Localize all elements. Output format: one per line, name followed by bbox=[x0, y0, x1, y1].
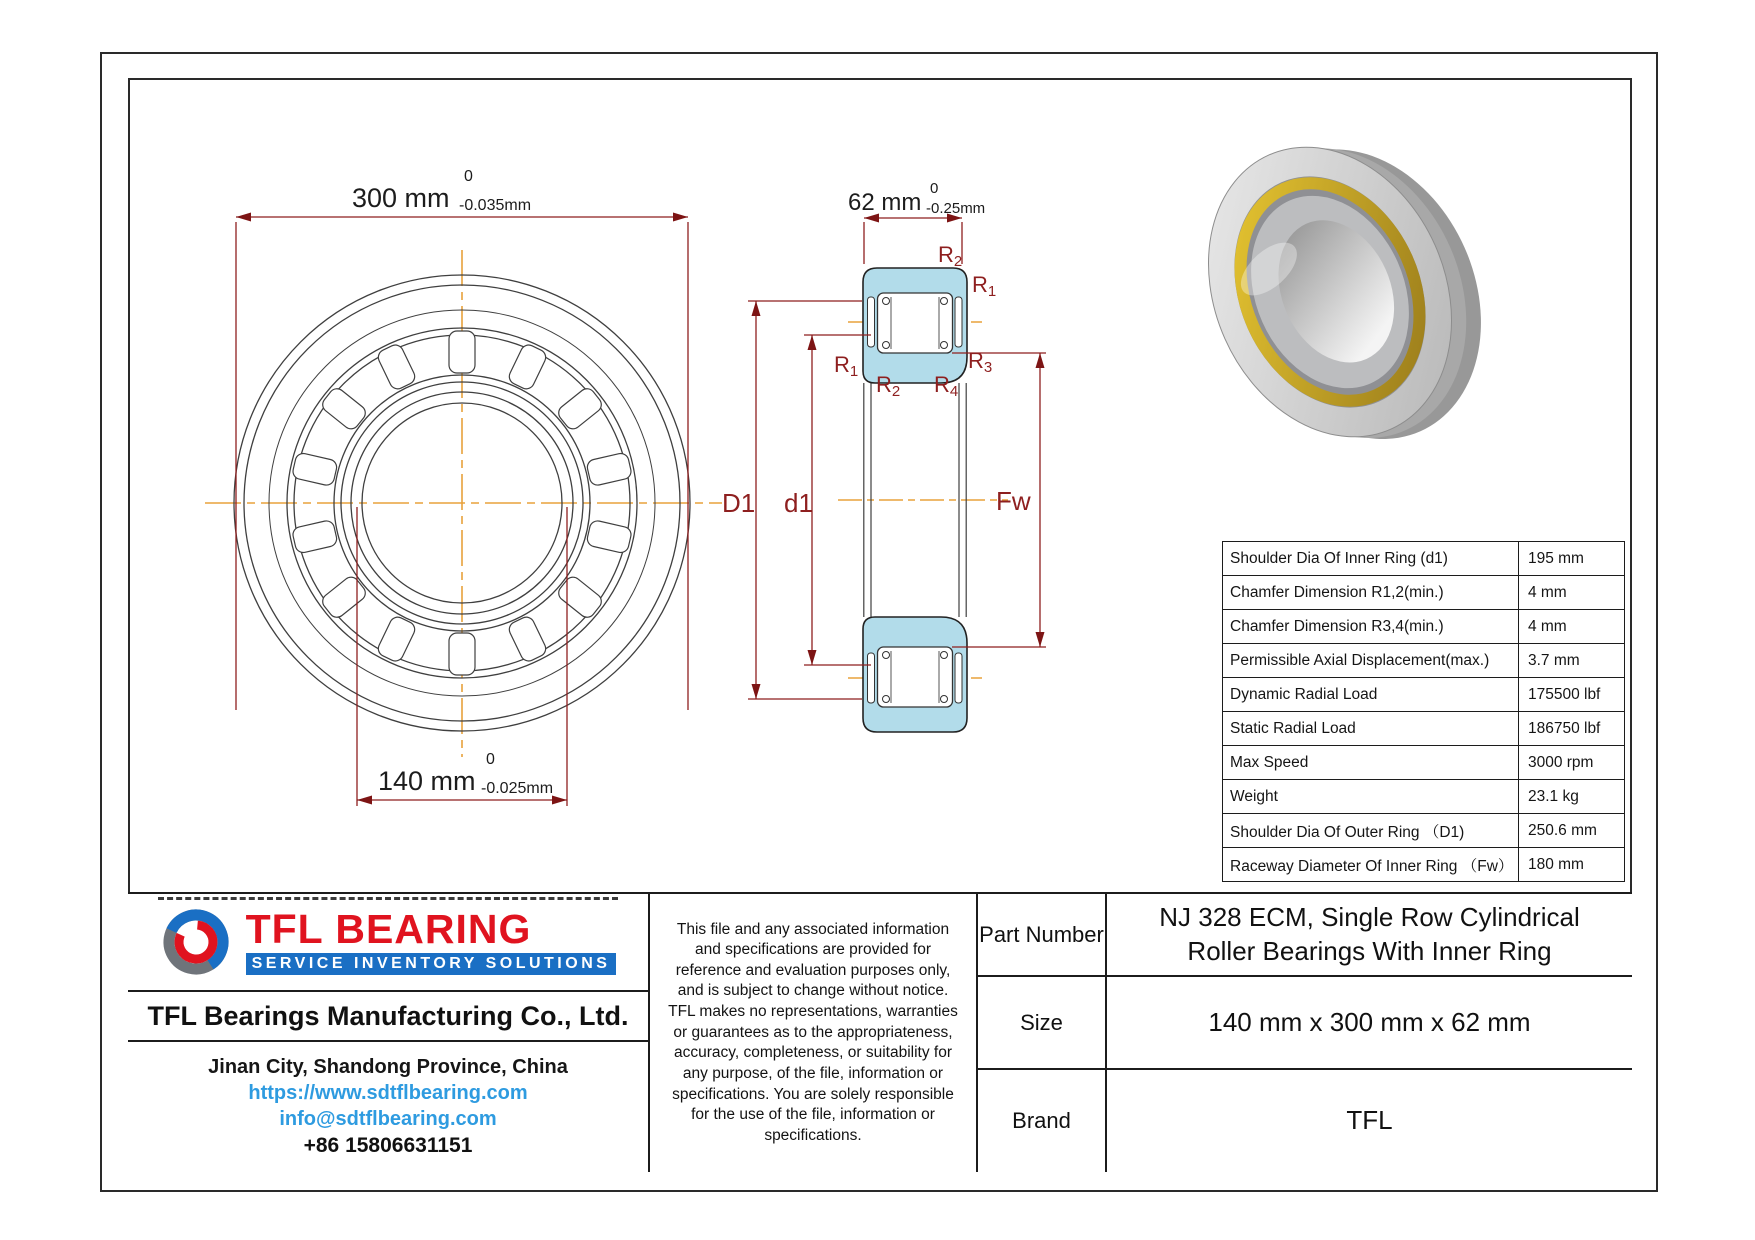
label-D1: D1 bbox=[722, 488, 756, 518]
chamfer-label-r1-left: R1 bbox=[834, 352, 859, 380]
field-value-part-number: NJ 328 ECM, Single Row Cylindrical Roller Bearings With Inner Ring bbox=[1107, 894, 1632, 977]
dim-outer-value: 300 mm bbox=[352, 183, 450, 213]
spec-label: Chamfer Dimension R3,4(min.) bbox=[1223, 610, 1519, 644]
spec-value: 186750 lbf bbox=[1518, 712, 1624, 746]
table-row bbox=[1223, 576, 1625, 610]
section-bottom-half bbox=[863, 617, 967, 732]
dimension-width bbox=[848, 180, 985, 264]
spec-value: 23.1 kg bbox=[1518, 780, 1624, 814]
front-view-centerlines bbox=[205, 250, 722, 757]
label-d1: d1 bbox=[784, 488, 813, 518]
dim-outer-tol-top: 0 bbox=[464, 168, 473, 185]
dim-bore-tol-bottom: -0.025mm bbox=[481, 780, 554, 797]
tfl-logo-icon bbox=[160, 906, 232, 978]
dim-outer-tol-bottom: -0.035mm bbox=[459, 197, 532, 214]
chamfer-label-r4: R4 bbox=[934, 372, 959, 400]
spec-label: Weight bbox=[1223, 780, 1519, 814]
table-row bbox=[1223, 712, 1625, 746]
spec-label: Raceway Diameter Of Inner Ring （Fw） bbox=[1223, 848, 1519, 882]
brand-tagline: SERVICE INVENTORY SOLUTIONS bbox=[246, 953, 617, 975]
section-top-half bbox=[863, 268, 967, 383]
chamfer-label-r2-top: R2 bbox=[938, 242, 963, 270]
dim-bore-tol-top: 0 bbox=[486, 751, 495, 768]
spec-label: Max Speed bbox=[1223, 746, 1519, 780]
spec-value: 175500 lbf bbox=[1518, 678, 1624, 712]
label-Fw: Fw bbox=[996, 486, 1031, 516]
spec-table bbox=[1222, 541, 1625, 882]
field-label-brand: Brand bbox=[978, 1070, 1107, 1172]
email-link[interactable]: info@sdtflbearing.com bbox=[279, 1108, 497, 1130]
spec-value: 4 mm bbox=[1518, 610, 1624, 644]
spec-value: 250.6 mm bbox=[1518, 814, 1624, 848]
brand-name: TFL BEARING bbox=[245, 906, 532, 952]
spec-label: Permissible Axial Displacement(max.) bbox=[1223, 644, 1519, 678]
company-name: TFL Bearings Manufacturing Co., Ltd. bbox=[128, 992, 648, 1042]
spec-label: Shoulder Dia Of Inner Ring (d1) bbox=[1223, 542, 1519, 576]
dim-width-tol-bottom: -0.25mm bbox=[926, 200, 986, 217]
spec-value: 3.7 mm bbox=[1518, 644, 1624, 678]
field-value-brand: TFL bbox=[1346, 1105, 1393, 1136]
website-link[interactable]: https://www.sdtflbearing.com bbox=[248, 1082, 528, 1104]
spec-value: 3000 rpm bbox=[1518, 746, 1624, 780]
spec-value: 195 mm bbox=[1518, 542, 1624, 576]
spec-label: Shoulder Dia Of Outer Ring （D1) bbox=[1223, 814, 1519, 848]
dim-bore-value: 140 mm bbox=[378, 766, 476, 796]
phone-number: +86 15806631151 bbox=[303, 1134, 473, 1157]
chamfer-label-r3: R3 bbox=[968, 348, 993, 376]
spec-label: Chamfer Dimension R1,2(min.) bbox=[1223, 576, 1519, 610]
table-row bbox=[1223, 848, 1625, 882]
table-row bbox=[1223, 780, 1625, 814]
table-row bbox=[1223, 542, 1625, 576]
table-row bbox=[1223, 644, 1625, 678]
disclaimer-text: This file and any associated information and specifications are provided for reference and evaluation purposes only, and is subject to change without notice. TFL makes no representations, warranties or guarantees as to the appropriateness, accuracy, completeness, or suitability for any purpose, of the file, information or specifications. You are solely responsible for the use of the file, information or specifications. bbox=[668, 920, 958, 1144]
spec-label: Dynamic Radial Load bbox=[1223, 678, 1519, 712]
spec-value: 4 mm bbox=[1518, 576, 1624, 610]
field-label-part-number: Part Number bbox=[978, 894, 1107, 977]
contact-block bbox=[128, 1042, 648, 1172]
title-block bbox=[128, 892, 1632, 1170]
field-value-size: 140 mm x 300 mm x 62 mm bbox=[1107, 977, 1632, 1070]
company-address: Jinan City, Shandong Province, China bbox=[208, 1056, 568, 1078]
chamfer-label-r1-right: R1 bbox=[972, 272, 997, 300]
disclaimer-cell bbox=[648, 894, 978, 1172]
spec-label: Static Radial Load bbox=[1223, 712, 1519, 746]
spec-value: 180 mm bbox=[1518, 848, 1624, 882]
table-row bbox=[1223, 610, 1625, 644]
brand-wordmark bbox=[245, 906, 617, 975]
field-label-size: Size bbox=[978, 977, 1107, 1070]
cut-mark-dashed-line bbox=[158, 897, 618, 900]
front-view bbox=[205, 250, 722, 757]
logo-cell bbox=[128, 894, 648, 992]
dim-width-value: 62 mm bbox=[848, 189, 922, 216]
table-row bbox=[1223, 814, 1625, 848]
dim-width-tol-top: 0 bbox=[930, 180, 939, 197]
table-row bbox=[1223, 678, 1625, 712]
chamfer-label-r2-bottom: R2 bbox=[876, 372, 901, 400]
cross-section-view bbox=[722, 180, 1046, 732]
table-row bbox=[1223, 746, 1625, 780]
bearing-3d-render bbox=[1164, 98, 1526, 489]
